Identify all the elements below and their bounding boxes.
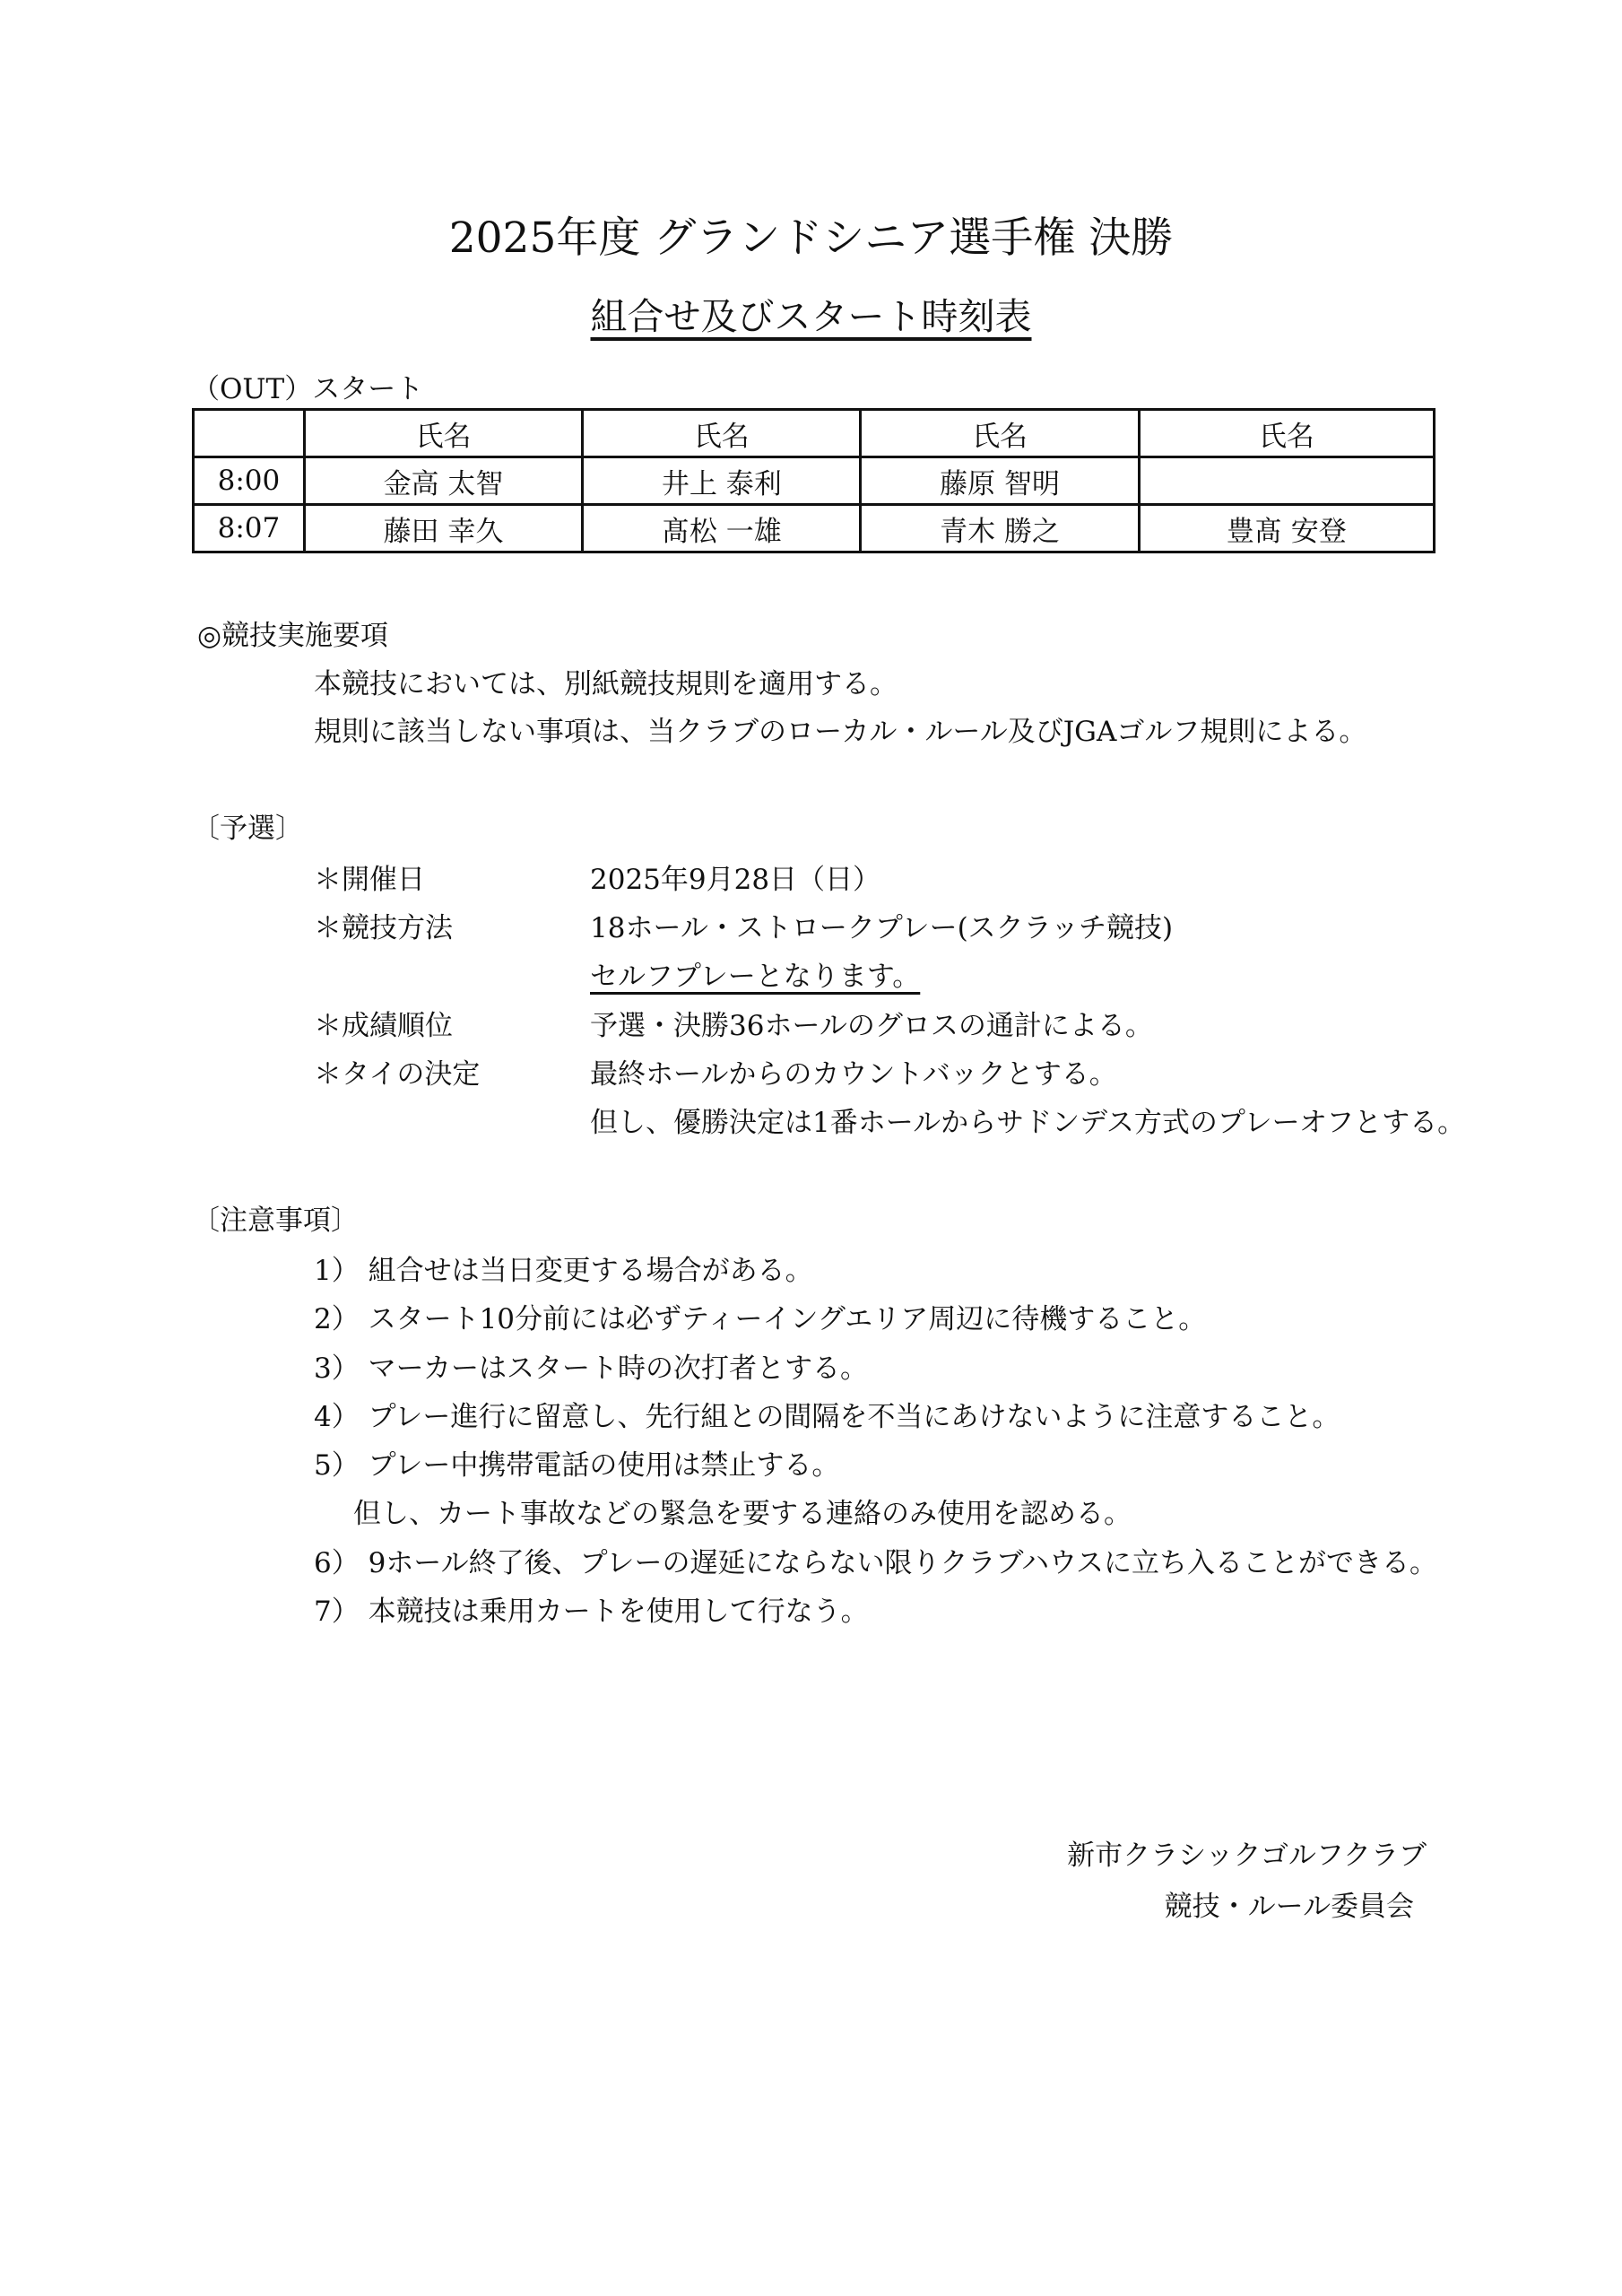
note-item: 4） プレー進行に留意し、先行組との間隔を不当にあけないように注意すること。 bbox=[314, 1401, 1340, 1433]
competition-heading: ◎競技実施要項 bbox=[197, 620, 389, 652]
note-item: 6） 9ホール終了後、プレーの遅延にならない限りクラブハウスに立ち入ることができる。 bbox=[314, 1547, 1438, 1579]
player-cell: 髙松 一雄 bbox=[583, 505, 861, 552]
player-cell bbox=[1139, 457, 1434, 505]
table-row bbox=[194, 457, 1435, 505]
table-header-cell: 氏名 bbox=[861, 410, 1139, 457]
note-item: 7） 本競技は乗用カートを使用して行なう。 bbox=[314, 1596, 869, 1628]
start-label: （OUT）スタート bbox=[192, 373, 424, 405]
page-subtitle: 組合せ及びスタート時刻表 bbox=[590, 295, 1032, 338]
table-header-cell: 氏名 bbox=[583, 410, 861, 457]
player-cell: 井上 泰利 bbox=[583, 457, 861, 505]
qualifying-label: ＊タイの決定 bbox=[314, 1058, 481, 1091]
player-cell: 青木 勝之 bbox=[861, 505, 1139, 552]
table-header-row bbox=[194, 410, 1435, 457]
qualifying-value: セルフプレーとなります。 bbox=[590, 961, 921, 993]
start-time-cell: 8:07 bbox=[194, 505, 305, 552]
player-cell: 金高 太智 bbox=[304, 457, 582, 505]
qualifying-value: 2025年9月28日（日） bbox=[590, 864, 881, 896]
qualifying-heading: 〔予選〕 bbox=[192, 813, 303, 845]
table-header-cell bbox=[194, 410, 305, 457]
note-item: 2） スタート10分前には必ずティーイングエリア周辺に待機すること。 bbox=[314, 1303, 1207, 1335]
table-header-cell: 氏名 bbox=[304, 410, 582, 457]
qualifying-value: 但し、優勝決定は1番ホールからサドンデス方式のプレーオフとする。 bbox=[590, 1107, 1466, 1139]
table-row bbox=[194, 505, 1435, 552]
qualifying-value: 18ホール・ストロークプレー(スクラッチ競技) bbox=[590, 912, 1174, 944]
page-title: 2025年度 グランドシニア選手権 決勝 bbox=[448, 213, 1174, 263]
qualifying-label: ＊競技方法 bbox=[314, 912, 453, 944]
note-item: 1） 組合せは当日変更する場合がある。 bbox=[314, 1255, 813, 1287]
qualifying-value: 予選・決勝36ホールのグロスの通計による。 bbox=[590, 1010, 1153, 1042]
qualifying-value: 最終ホールからのカウントバックとする。 bbox=[590, 1058, 1117, 1091]
player-cell: 藤原 智明 bbox=[861, 457, 1139, 505]
table-header-cell: 氏名 bbox=[1139, 410, 1434, 457]
player-cell: 藤田 幸久 bbox=[304, 505, 582, 552]
notes-heading: 〔注意事項〕 bbox=[192, 1205, 359, 1237]
note-item: 5） プレー中携帯電話の使用は禁止する。 bbox=[314, 1449, 840, 1482]
note-item: 但し、カート事故などの緊急を要する連絡のみ使用を認める。 bbox=[353, 1498, 1132, 1530]
competition-line: 規則に該当しない事項は、当クラブのローカル・ルール及びJGAゴルフ規則による。 bbox=[314, 716, 1367, 748]
qualifying-label: ＊成績順位 bbox=[314, 1010, 453, 1042]
committee-name: 競技・ルール委員会 bbox=[1164, 1891, 1414, 1923]
competition-line: 本競技においては、別紙競技規則を適用する。 bbox=[314, 668, 898, 700]
note-item: 3） マーカーはスタート時の次打者とする。 bbox=[314, 1352, 868, 1385]
start-time-cell: 8:00 bbox=[194, 457, 305, 505]
club-name: 新市クラシックゴルフクラブ bbox=[1067, 1839, 1427, 1872]
qualifying-label: ＊開催日 bbox=[314, 864, 425, 896]
player-cell: 豊髙 安登 bbox=[1139, 505, 1434, 552]
start-time-table bbox=[192, 408, 1436, 553]
